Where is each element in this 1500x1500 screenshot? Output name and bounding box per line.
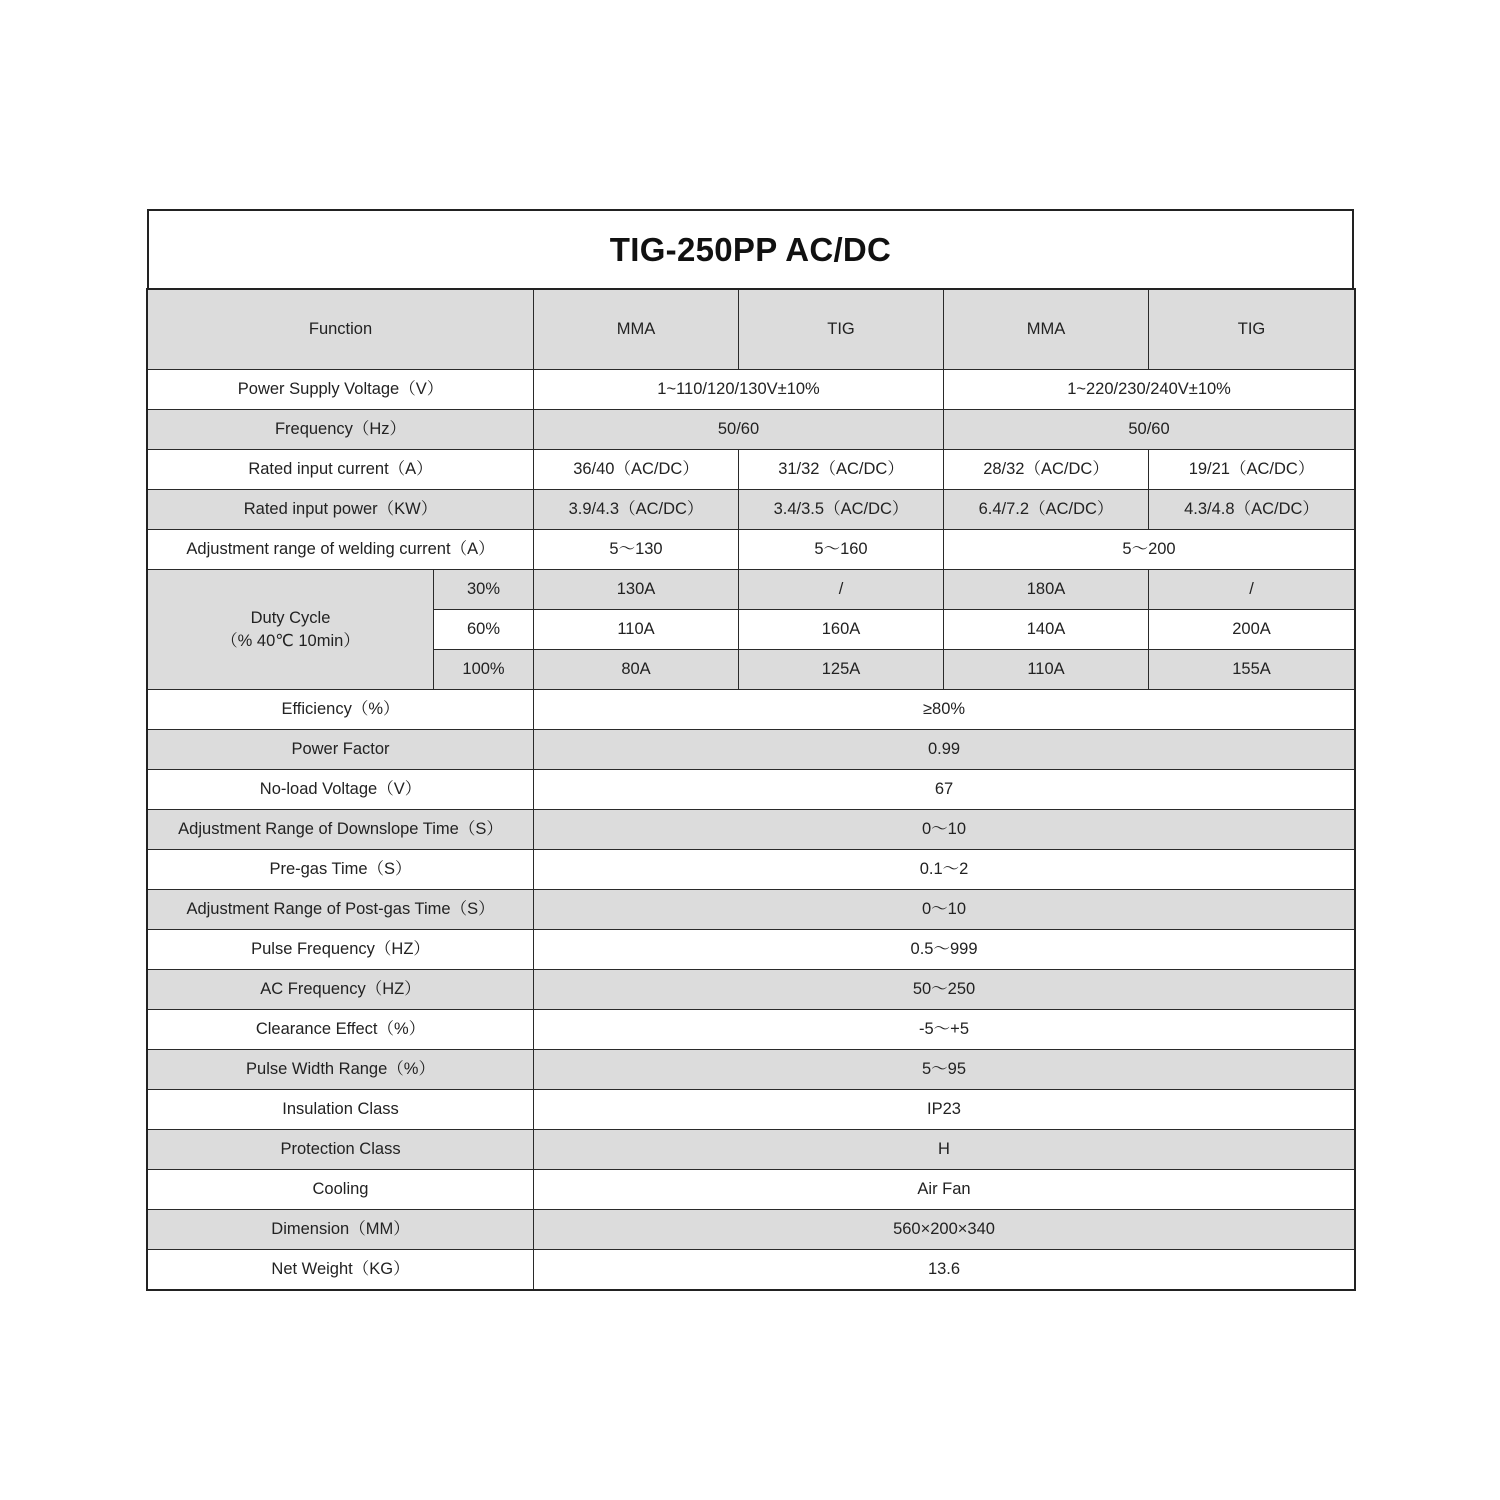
spec-row — [148, 970, 1355, 1010]
spec-row — [148, 1050, 1355, 1090]
cell-value: 28/32（AC/DC） — [944, 450, 1149, 490]
cell-value: 110A — [944, 650, 1149, 690]
cell-value: 19/21（AC/DC） — [1149, 450, 1355, 490]
row-power-supply-voltage — [148, 370, 1355, 410]
cell-value: 36/40（AC/DC） — [534, 450, 739, 490]
header-col: MMA — [534, 290, 739, 370]
spec-row — [148, 930, 1355, 970]
header-col: TIG — [1149, 290, 1355, 370]
cell-value: 0.99 — [534, 730, 1355, 770]
cell-value: 6.4/7.2（AC/DC） — [944, 490, 1149, 530]
row-label: Protection Class — [148, 1130, 534, 1170]
row-rated-input-power — [148, 490, 1355, 530]
duty-pct: 30% — [434, 570, 534, 610]
row-label: Adjustment Range of Downslope Time（S） — [148, 810, 534, 850]
cell-value: / — [739, 570, 944, 610]
cell-value: 110A — [534, 610, 739, 650]
row-label: Pre-gas Time（S） — [148, 850, 534, 890]
cell-value: 1~220/230/240V±10% — [944, 370, 1355, 410]
cell-value: 0.1～2 — [534, 850, 1355, 890]
spec-sheet — [147, 209, 1354, 1290]
cell-value: 3.9/4.3（AC/DC） — [534, 490, 739, 530]
cell-value: 5～95 — [534, 1050, 1355, 1090]
cell-value: ≥80% — [534, 690, 1355, 730]
row-rated-input-current — [148, 450, 1355, 490]
row-frequency — [148, 410, 1355, 450]
cell-value: 155A — [1149, 650, 1355, 690]
cell-value: 125A — [739, 650, 944, 690]
duty-pct: 100% — [434, 650, 534, 690]
spec-row — [148, 810, 1355, 850]
cell-value: 50～250 — [534, 970, 1355, 1010]
spec-table — [147, 289, 1355, 1290]
cell-value: -5～+5 — [534, 1010, 1355, 1050]
header-col: MMA — [944, 290, 1149, 370]
spec-row — [148, 1250, 1355, 1290]
row-label: Adjustment Range of Post-gas Time（S） — [148, 890, 534, 930]
row-label: Pulse Width Range（%） — [148, 1050, 534, 1090]
spec-row — [148, 890, 1355, 930]
row-label: Dimension（MM） — [148, 1210, 534, 1250]
spec-row — [148, 850, 1355, 890]
row-label: Efficiency（%） — [148, 690, 534, 730]
cell-value: / — [1149, 570, 1355, 610]
spec-row — [148, 1090, 1355, 1130]
row-label: Power Factor — [148, 730, 534, 770]
cell-value: IP23 — [534, 1090, 1355, 1130]
duty-cycle-title: Duty Cycle — [250, 609, 331, 628]
cell-value: 560×200×340 — [534, 1210, 1355, 1250]
spec-row — [148, 1130, 1355, 1170]
cell-value: 200A — [1149, 610, 1355, 650]
page-title: TIG-250PP AC/DC — [147, 209, 1354, 289]
row-label: Rated input power（KW） — [148, 490, 534, 530]
row-label: Adjustment range of welding current（A） — [148, 530, 534, 570]
row-label: AC Frequency（HZ） — [148, 970, 534, 1010]
row-label: Rated input current（A） — [148, 450, 534, 490]
cell-value: 140A — [944, 610, 1149, 650]
cell-value: 80A — [534, 650, 739, 690]
row-label: Insulation Class — [148, 1090, 534, 1130]
cell-value: 160A — [739, 610, 944, 650]
cell-value: 0～10 — [534, 810, 1355, 850]
cell-value: H — [534, 1130, 1355, 1170]
cell-value: Air Fan — [534, 1170, 1355, 1210]
cell-value: 180A — [944, 570, 1149, 610]
cell-value: 4.3/4.8（AC/DC） — [1149, 490, 1355, 530]
cell-value: 31/32（AC/DC） — [739, 450, 944, 490]
cell-value: 67 — [534, 770, 1355, 810]
header-row — [148, 290, 1355, 370]
cell-value: 50/60 — [534, 410, 944, 450]
row-label: Net Weight（KG） — [148, 1250, 534, 1290]
duty-pct: 60% — [434, 610, 534, 650]
spec-row — [148, 1210, 1355, 1250]
row-label: No-load Voltage（V） — [148, 770, 534, 810]
row-adjustment-range-welding-current — [148, 530, 1355, 570]
row-label: Power Supply Voltage（V） — [148, 370, 534, 410]
cell-value: 13.6 — [534, 1250, 1355, 1290]
row-label: Cooling — [148, 1170, 534, 1210]
row-label: Frequency（Hz） — [148, 410, 534, 450]
cell-value: 5～130 — [534, 530, 739, 570]
spec-row — [148, 1170, 1355, 1210]
duty-cycle-label — [148, 570, 434, 690]
cell-value: 5～200 — [944, 530, 1355, 570]
row-label: Clearance Effect（%） — [148, 1010, 534, 1050]
row-label: Pulse Frequency（HZ） — [148, 930, 534, 970]
row-duty-cycle-30 — [148, 570, 1355, 610]
cell-value: 3.4/3.5（AC/DC） — [739, 490, 944, 530]
spec-row — [148, 730, 1355, 770]
duty-cycle-condition: （% 40℃ 10min） — [221, 631, 360, 650]
spec-row — [148, 770, 1355, 810]
cell-value: 0.5～999 — [534, 930, 1355, 970]
header-function: Function — [148, 290, 534, 370]
cell-value: 130A — [534, 570, 739, 610]
cell-value: 0～10 — [534, 890, 1355, 930]
spec-row — [148, 1010, 1355, 1050]
cell-value: 50/60 — [944, 410, 1355, 450]
cell-value: 1~110/120/130V±10% — [534, 370, 944, 410]
cell-value: 5～160 — [739, 530, 944, 570]
spec-row — [148, 690, 1355, 730]
header-col: TIG — [739, 290, 944, 370]
